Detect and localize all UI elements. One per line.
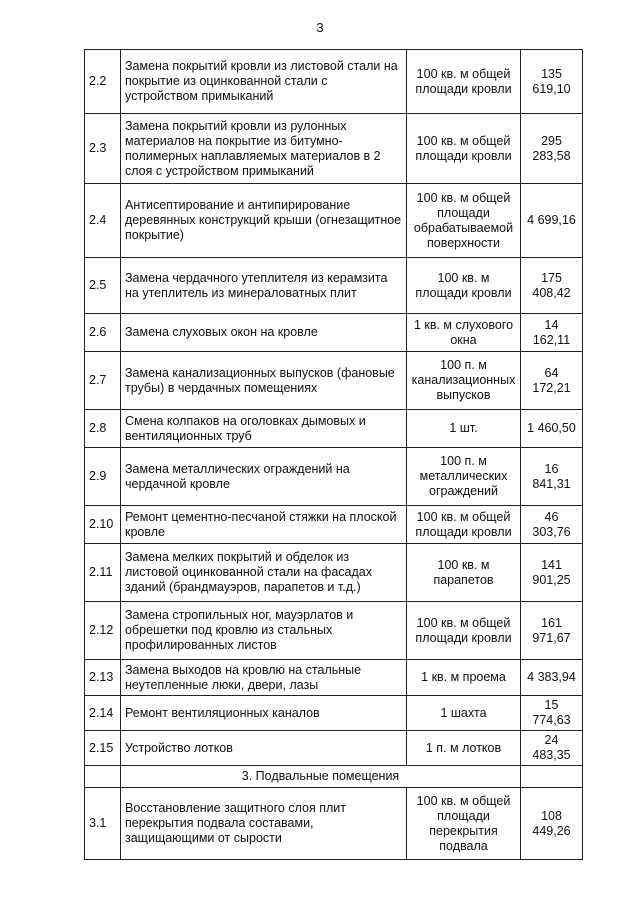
work-description: Замена покрытий кровли из листовой стали на покрытие из оцинкованной стали с устройством примыканий — [121, 50, 407, 114]
unit-price: 141 901,25 — [521, 544, 583, 602]
table-row — [85, 50, 583, 114]
section-spacer — [85, 766, 121, 788]
table-row — [85, 448, 583, 506]
work-description: Замена канализационных выпусков (фановые трубы) в чердачных помещениях — [121, 352, 407, 410]
work-description: Замена чердачного утеплителя из керамзита на утеплитель из минераловатных плит — [121, 258, 407, 314]
table-body — [85, 50, 583, 860]
table-row — [85, 660, 583, 696]
table-row — [85, 410, 583, 448]
work-description: Ремонт цементно-песчаной стяжки на плоской кровле — [121, 506, 407, 544]
section-title: 3. Подвальные помещения — [121, 766, 521, 788]
row-number: 2.2 — [85, 50, 121, 114]
work-description: Ремонт вентиляционных каналов — [121, 696, 407, 731]
unit-price: 175 408,42 — [521, 258, 583, 314]
table-row — [85, 314, 583, 352]
unit-of-measure: 100 п. м канализационных выпусков — [407, 352, 521, 410]
table-row — [85, 352, 583, 410]
unit-price: 108 449,26 — [521, 788, 583, 860]
row-number: 2.8 — [85, 410, 121, 448]
row-number: 2.15 — [85, 731, 121, 766]
unit-price: 4 383,94 — [521, 660, 583, 696]
row-number: 2.9 — [85, 448, 121, 506]
work-description: Замена покрытий кровли из рулонных материалов на покрытие из битумно-полимерных наплавляемых материалов в 2 слоя с устройством примыканий — [121, 114, 407, 184]
unit-of-measure: 1 шт. — [407, 410, 521, 448]
row-number: 2.7 — [85, 352, 121, 410]
unit-of-measure: 1 кв. м проема — [407, 660, 521, 696]
unit-of-measure: 100 кв. м площади кровли — [407, 258, 521, 314]
unit-price: 16 841,31 — [521, 448, 583, 506]
row-number: 2.11 — [85, 544, 121, 602]
table-row — [85, 184, 583, 258]
unit-of-measure: 100 п. м металлических ограждений — [407, 448, 521, 506]
work-description: Антисептирование и антипирирование деревянных конструкций крыши (огнезащитное покрытие) — [121, 184, 407, 258]
unit-price: 46 303,76 — [521, 506, 583, 544]
work-description: Смена колпаков на оголовках дымовых и вентиляционных труб — [121, 410, 407, 448]
row-number: 2.10 — [85, 506, 121, 544]
unit-of-measure: 100 кв. м общей площади кровли — [407, 50, 521, 114]
table-row — [85, 602, 583, 660]
work-description: Замена металлических ограждений на чердачной кровле — [121, 448, 407, 506]
unit-price: 14 162,11 — [521, 314, 583, 352]
work-description: Замена мелких покрытий и обделок из листовой оцинкованной стали на фасадах зданий (брандмауэров, парапетов и т.д.) — [121, 544, 407, 602]
unit-of-measure: 100 кв. м общей площади обрабатываемой поверхности — [407, 184, 521, 258]
page-number: 3 — [316, 20, 324, 35]
work-description: Устройство лотков — [121, 731, 407, 766]
row-number: 2.12 — [85, 602, 121, 660]
work-description: Замена слуховых окон на кровле — [121, 314, 407, 352]
unit-price: 135 619,10 — [521, 50, 583, 114]
unit-price: 15 774,63 — [521, 696, 583, 731]
row-number: 2.13 — [85, 660, 121, 696]
table-row — [85, 788, 583, 860]
unit-price: 1 460,50 — [521, 410, 583, 448]
work-description: Замена выходов на кровлю на стальные неутепленные люки, двери, лазы — [121, 660, 407, 696]
section-spacer — [521, 766, 583, 788]
unit-of-measure: 100 кв. м парапетов — [407, 544, 521, 602]
unit-of-measure: 1 кв. м слухового окна — [407, 314, 521, 352]
unit-price: 64 172,21 — [521, 352, 583, 410]
section-header-row — [85, 766, 583, 788]
unit-of-measure: 1 шахта — [407, 696, 521, 731]
row-number: 2.4 — [85, 184, 121, 258]
table-row — [85, 258, 583, 314]
table-row — [85, 731, 583, 766]
row-number: 2.6 — [85, 314, 121, 352]
work-description: Восстановление защитного слоя плит перекрытия подвала составами, защищающими от сырости — [121, 788, 407, 860]
price-table — [84, 49, 583, 860]
unit-of-measure: 100 кв. м общей площади перекрытия подвала — [407, 788, 521, 860]
work-description: Замена стропильных ног, мауэрлатов и обрешетки под кровлю из стальных профилированных листов — [121, 602, 407, 660]
row-number: 2.14 — [85, 696, 121, 731]
table-row — [85, 696, 583, 731]
unit-price: 4 699,16 — [521, 184, 583, 258]
table-row — [85, 544, 583, 602]
unit-price: 295 283,58 — [521, 114, 583, 184]
table-row — [85, 506, 583, 544]
unit-price: 161 971,67 — [521, 602, 583, 660]
row-number: 2.3 — [85, 114, 121, 184]
unit-of-measure: 100 кв. м общей площади кровли — [407, 506, 521, 544]
row-number: 2.5 — [85, 258, 121, 314]
unit-of-measure: 100 кв. м общей площади кровли — [407, 602, 521, 660]
unit-price: 24 483,35 — [521, 731, 583, 766]
unit-of-measure: 1 п. м лотков — [407, 731, 521, 766]
row-number: 3.1 — [85, 788, 121, 860]
table-row — [85, 114, 583, 184]
unit-of-measure: 100 кв. м общей площади кровли — [407, 114, 521, 184]
